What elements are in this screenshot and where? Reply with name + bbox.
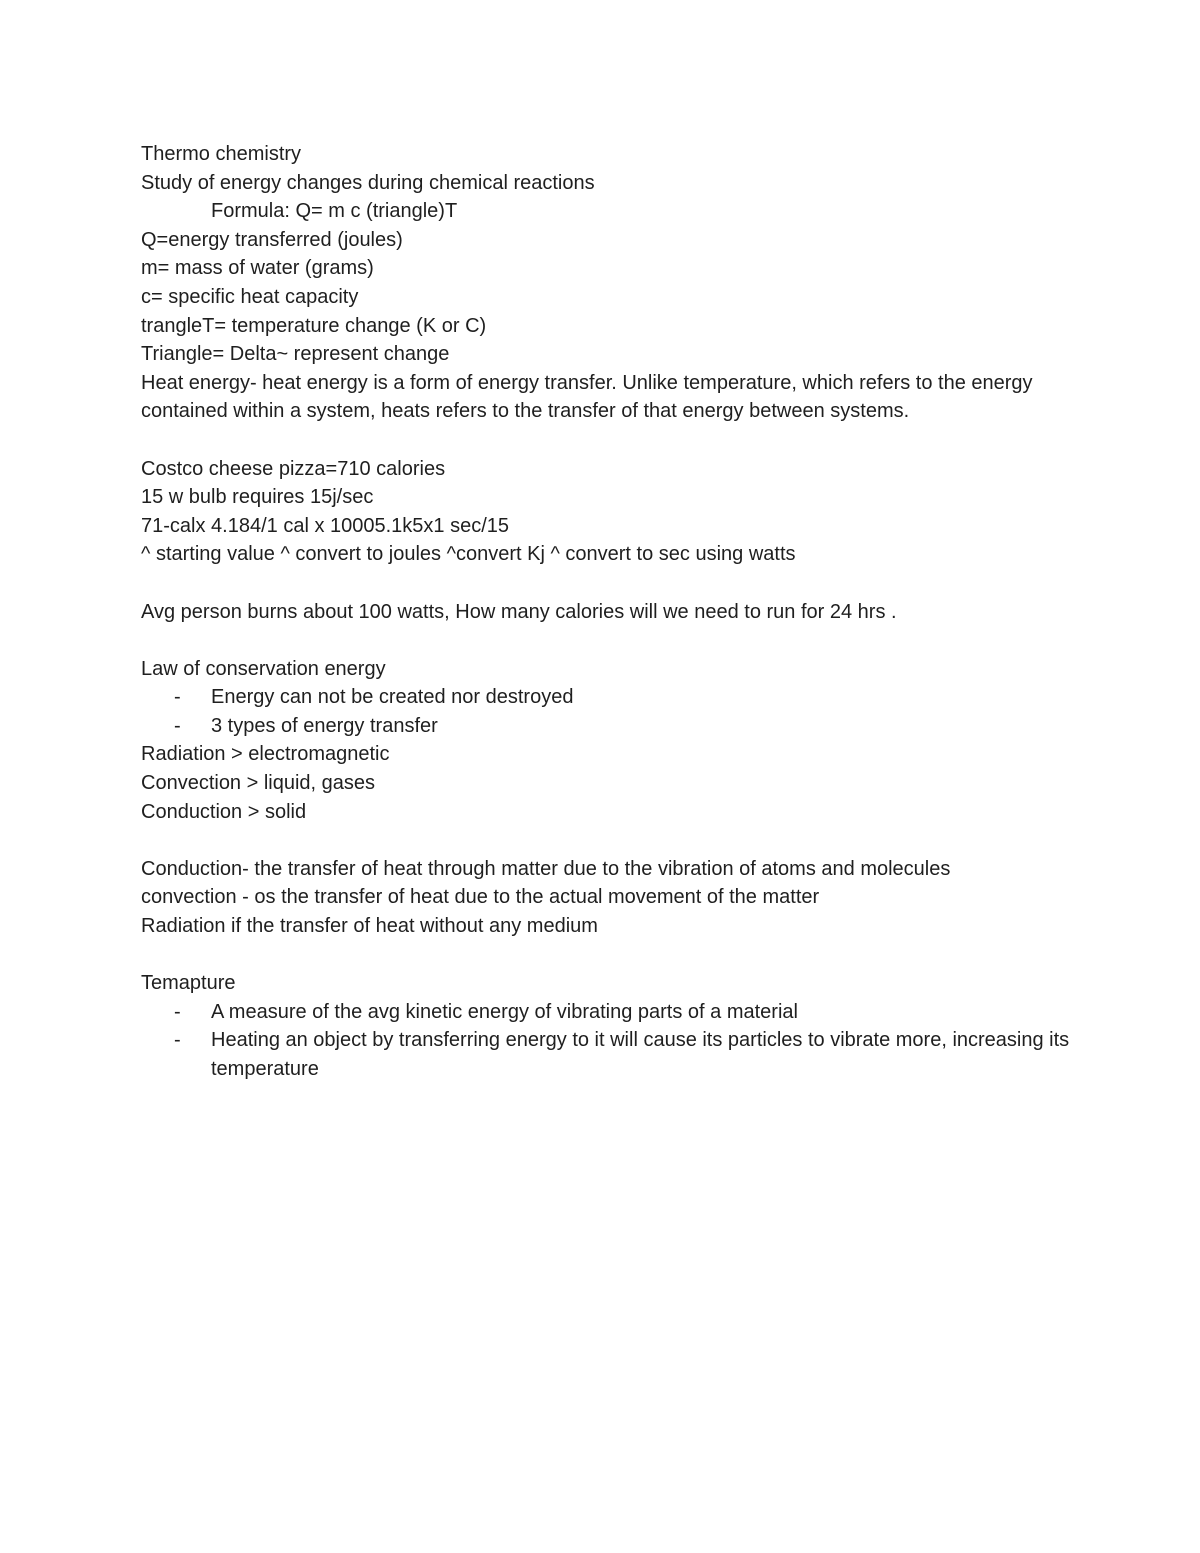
variable-m-line: m= mass of water (grams): [141, 257, 374, 280]
list-item-text: 3 types of energy transfer: [211, 714, 438, 737]
blank-line: [141, 569, 1071, 598]
convection-line: Convection > liquid, gases: [141, 772, 376, 795]
pizza-calories-line: Costco cheese pizza=710 calories: [141, 457, 446, 480]
conduction-line: Conduction > solid: [141, 800, 307, 823]
list-item: [141, 1026, 1071, 1083]
list-item: [141, 712, 1071, 741]
radiation-line: Radiation > electromagnetic: [141, 743, 390, 766]
bulb-line: 15 w bulb requires 15j/sec: [141, 486, 374, 509]
blank-line: [141, 826, 1071, 855]
list-item: [141, 998, 1071, 1027]
blank-line: [141, 426, 1071, 455]
bullet-dash: -: [174, 1000, 181, 1023]
avg-person-line: Avg person burns about 100 watts, How many calories will we need to run for 24 hrs .: [141, 600, 897, 623]
list-item-text: A measure of the avg kinetic energy of vibrating parts of a material: [211, 1000, 798, 1023]
document-body: [141, 140, 1071, 1084]
blank-line: [141, 626, 1071, 655]
list-item-text: Heating an object by transferring energy to it will cause its particles to vibrate more, increasing its temperature: [211, 1029, 1070, 1080]
variable-c-line: c= specific heat capacity: [141, 285, 359, 308]
heading-thermo-chemistry: Thermo chemistry: [141, 143, 302, 165]
blank-line: [141, 941, 1071, 970]
list-item-text: Energy can not be created nor destroyed: [211, 686, 574, 709]
list-item: [141, 683, 1071, 712]
heading-temperature: Temapture: [141, 972, 236, 995]
bullet-dash: -: [174, 1029, 181, 1052]
bullet-dash: -: [174, 714, 181, 737]
conduction-definition: Conduction- the transfer of heat through matter due to the vibration of atoms and molecules: [141, 857, 951, 880]
triangle-delta-line: Triangle= Delta~ represent change: [141, 343, 450, 366]
radiation-definition: Radiation if the transfer of heat without any medium: [141, 915, 598, 938]
bullet-dash: -: [174, 686, 181, 709]
heading-conservation-energy: Law of conservation energy: [141, 657, 386, 680]
heat-energy-paragraph: Heat energy- heat energy is a form of energy transfer. Unlike temperature, which refers to the energy contained within a system, heats refers to the transfer of that energy between systems.: [141, 371, 1033, 423]
definition-line: Study of energy changes during chemical reactions: [141, 171, 595, 194]
variable-t-line: trangleT= temperature change (K or C): [141, 314, 487, 337]
variable-q-line: Q=energy transferred (joules): [141, 228, 403, 251]
conversion-line: 71-calx 4.184/1 cal x 10005.1k5x1 sec/15: [141, 514, 510, 537]
convection-definition: convection - os the transfer of heat due to the actual movement of the matter: [141, 886, 820, 909]
formula-line: Formula: Q= m c (triangle)T: [211, 200, 458, 223]
conversion-notes-line: ^ starting value ^ convert to joules ^convert Kj ^ convert to sec using watts: [141, 543, 796, 566]
